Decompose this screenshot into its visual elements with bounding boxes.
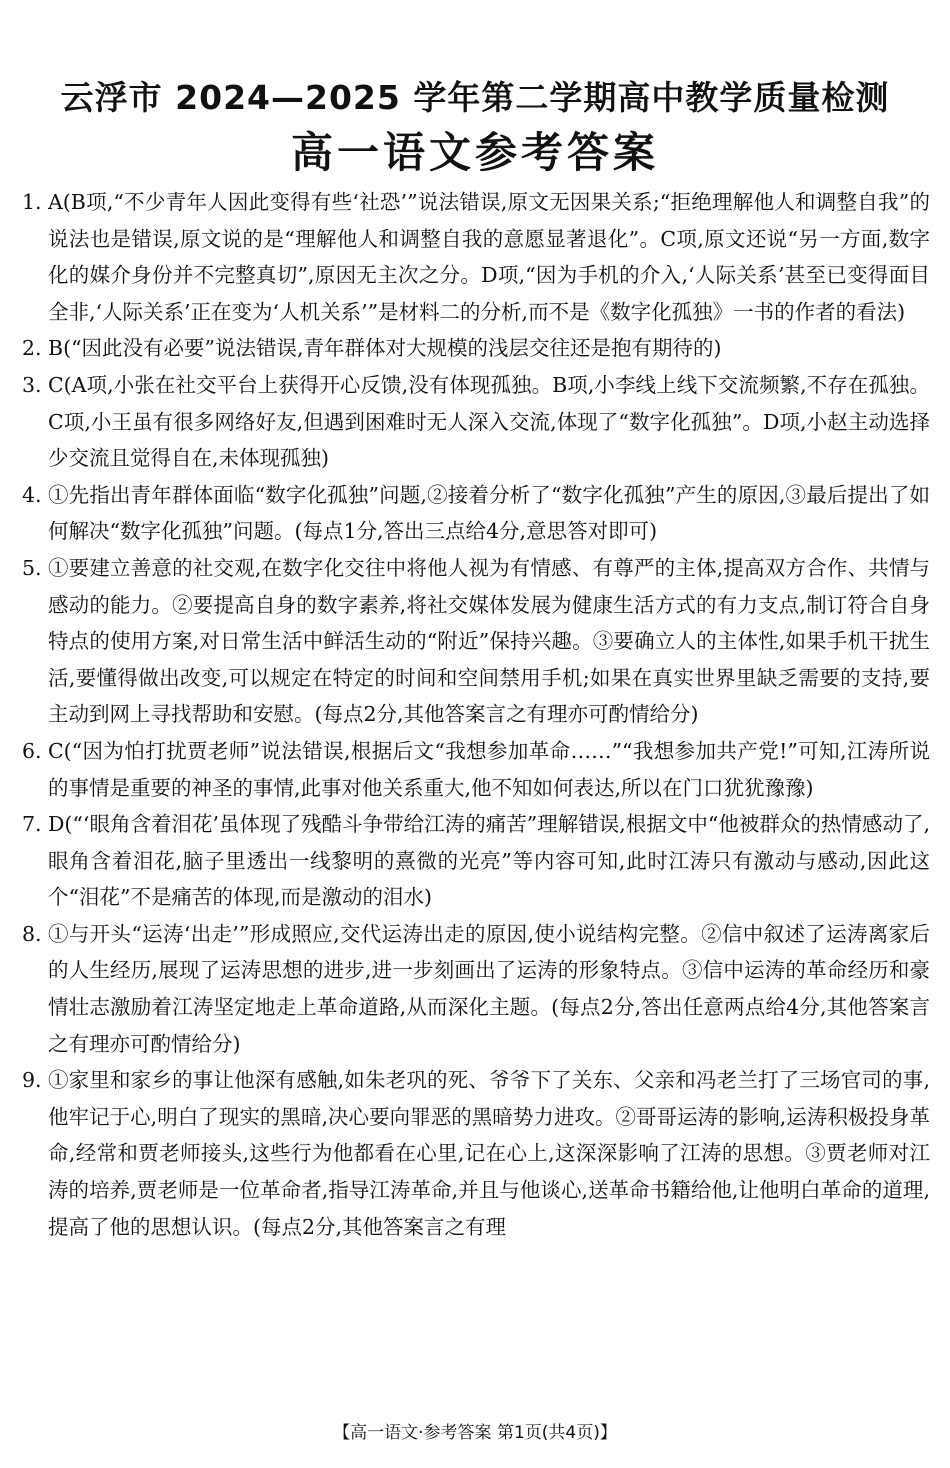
answer-text: ①家里和家乡的事让他深有感触,如朱老巩的死、爷爷下了关东、父亲和冯老兰打了三场官司的事,他牢记于心,明白了现实的黑暗,决心要向罪恶的黑暗势力进攻。②哥哥运涛的影响,运涛积极投身革命,经常和贾老师接头,这些行为他都看在心里,记在心上,这深深影响了江涛的思想。③贾老师对江涛的培养,贾老师是一位革命者,指导江涛革命,并且与他谈心,送革命书籍给他,让他明白革命的道理,提高了他的思想认识。(每点2分,其他答案言之有理	[48, 1068, 930, 1239]
answer-text: D(“‘眼角含着泪花’虽体现了残酷斗争带给江涛的痛苦”理解错误,根据文中“他被群众的热情感动了,眼角含着泪花,脑子里透出一线黎明的熹微的光亮”等内容可知,此时江涛只有激动与感动,因此这个“泪花”不是痛苦的体现,而是激动的泪水)	[48, 812, 930, 910]
answer-number: 2.	[22, 336, 42, 361]
answer-text: C(“因为怕打扰贾老师”说法错误,根据后文“我想参加革命……”“我想参加共产党!”可知,江涛所说的事情是重要的神圣的事情,此事对他关系重大,他不知如何表达,所以在门口犹犹豫豫)	[48, 738, 930, 800]
answer-number: 7.	[22, 812, 42, 837]
answer-item-9	[22, 1062, 930, 1245]
answer-text: ①先指出青年群体面临“数字化孤独”问题,②接着分析了“数字化孤独”产生的原因,③最后提出了如何解决“数字化孤独”问题。(每点1分,答出三点给4分,意思答对即可)	[48, 482, 930, 544]
answer-number: 3.	[22, 372, 42, 397]
page-footer: 【高一语文·参考答案 第1页(共4页)】	[333, 1423, 617, 1443]
answer-item-6	[22, 733, 930, 806]
document-title: 高一语文参考答案	[290, 128, 659, 177]
answer-number: 5.	[22, 555, 42, 580]
answer-number: 6.	[22, 738, 42, 763]
answer-item-4	[22, 477, 930, 550]
answer-item-7	[22, 806, 930, 916]
answer-number: 4.	[22, 482, 42, 507]
answer-item-5	[22, 550, 930, 733]
answer-item-8	[22, 916, 930, 1062]
answer-text: ①与开头“运涛‘出走’”形成照应,交代运涛出走的原因,使小说结构完整。②信中叙述了运涛离家后的人生经历,展现了运涛思想的进步,进一步刻画出了运涛的形象特点。③信中运涛的革命经历和豪情壮志激励着江涛坚定地走上革命道路,从而深化主题。(每点2分,答出任意两点给4分,其他答案言之有理亦可酌情给分)	[48, 921, 930, 1056]
answer-text: A(B项,“不少青年人因此变得有些‘社恐’”说法错误,原文无因果关系;“拒绝理解他人和调整自我”的说法也是错误,原文说的是“理解他人和调整自我的意愿显著退化”。C项,原文还说“另一方面,数字化的媒介身份并不完整真切”,原因无主次之分。D项,“因为手机的介入,‘人际关系’甚至已变得面目全非,‘人际关系’正在变为‘人机关系’”是材料二的分析,而不是《数字化孤独》一书的作者的看法)	[48, 190, 930, 324]
answer-item-2	[22, 330, 930, 367]
answer-text: B(“因此没有必要”说法错误,青年群体对大规模的浅层交往还是抱有期待的)	[48, 336, 722, 361]
answer-number: 8.	[22, 921, 42, 946]
exam-title: 云浮市 2024—2025 学年第二学期高中教学质量检测	[60, 78, 890, 117]
answer-item-1	[22, 184, 930, 330]
answer-number: 1.	[22, 190, 42, 214]
answer-number: 9.	[22, 1068, 42, 1093]
answer-item-3	[22, 367, 930, 477]
answer-text: ①要建立善意的社交观,在数字化交往中将他人视为有情感、有尊严的主体,提高双方合作、共情与感动的能力。②要提高自身的数字素养,将社交媒体发展为健康生活方式的有力支点,制订符合自身特点的使用方案,对日常生活中鲜活生动的“附近”保持兴趣。③要确立人的主体性,如果手机干扰生活,要懂得做出改变,可以规定在特定的时间和空间禁用手机;如果在真实世界里缺乏需要的支持,要主动到网上寻找帮助和安慰。(每点2分,其他答案言之有理亦可酌情给分)	[48, 555, 930, 727]
answer-text: C(A项,小张在社交平台上获得开心反馈,没有体现孤独。B项,小李线上线下交流频繁,不存在孤独。C项,小王虽有很多网络好友,但遇到困难时无人深入交流,体现了“数字化孤独”。D项,小赵主动选择少交流且觉得自在,未体现孤独)	[48, 372, 930, 471]
answer-list	[22, 184, 930, 1245]
